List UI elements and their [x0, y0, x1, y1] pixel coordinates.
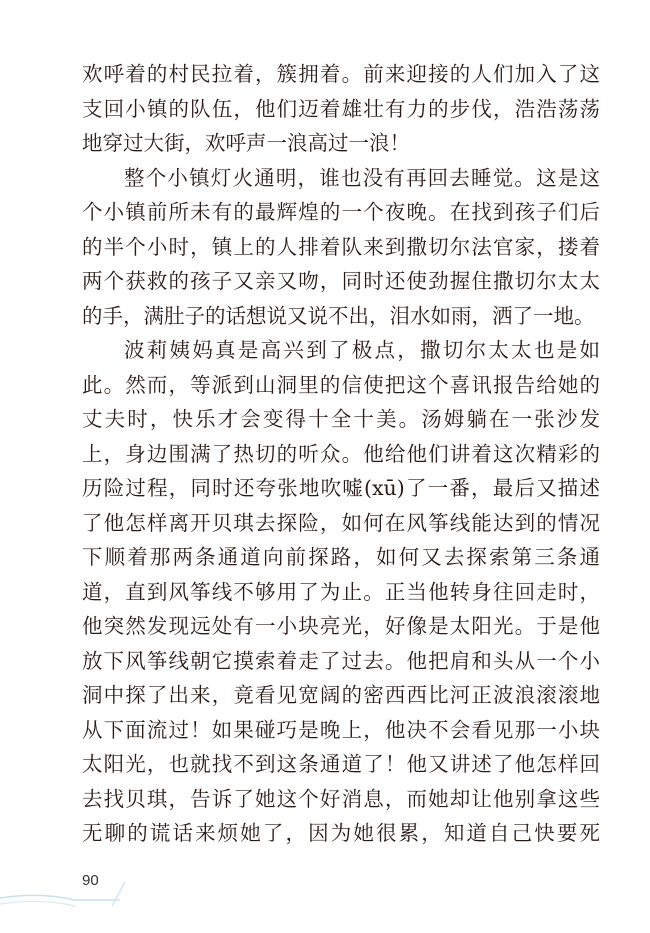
document-body	[82, 57, 600, 851]
text-line: 个小镇前所未有的最辉煌的一个夜晚。在找到孩子们后	[82, 200, 600, 224]
page-number: 90	[82, 872, 99, 889]
text-line: 无聊的谎话来烦她了，因为她很累，知道自己快要死	[82, 821, 600, 845]
text-line: 历险过程，同时还夸张地吹嘘(xū)了一番，最后又描述	[82, 476, 600, 500]
text-line: 支回小镇的队伍，他们迈着雄壮有力的步伐，浩浩荡荡	[82, 96, 600, 121]
text-line: 洞中探了出来，竟看见宽阔的密西西比河正波浪滚滚地	[82, 683, 600, 707]
text-line: 他突然发现远处有一小块亮光，好像是太阳光。于是他	[82, 614, 600, 638]
text-line: 整个小镇灯火通明，谁也没有再回去睡觉。这是这	[124, 165, 600, 190]
text-line: 了他怎样离开贝琪去探险，如何在风筝线能达到的情况	[82, 510, 600, 535]
text-line: 两个获救的孩子又亲又吻，同时还使劲握住撒切尔太太	[82, 269, 600, 293]
text-line: 太阳光，也就找不到这条通道了！他又讲述了他怎样回	[82, 752, 600, 776]
page-corner-decoration	[0, 870, 160, 920]
text-line: 此。然而，等派到山洞里的信使把这个喜讯报告给她的	[82, 372, 600, 397]
text-line: 去找贝琪，告诉了她这个好消息，而她却让他别拿这些	[82, 786, 600, 811]
text-line: 道，直到风筝线不够用了为止。正当他转身往回走时，	[82, 579, 600, 604]
text-line: 从下面流过！如果碰巧是晚上，他决不会看见那一小块	[82, 717, 600, 742]
text-line: 的半个小时，镇上的人排着队来到撒切尔法官家，搂着	[82, 234, 600, 259]
text-line: 地穿过大街，欢呼声一浪高过一浪！	[82, 131, 410, 155]
text-line: 的手，满肚子的话想说又说不出，泪水如雨，洒了一地。	[82, 303, 595, 328]
text-line: 下顺着那两条通道向前探路，如何又去探索第三条通	[82, 545, 600, 569]
text-line: 欢呼着的村民拉着，簇拥着。前来迎接的人们加入了这	[82, 62, 600, 86]
text-line: 上，身边围满了热切的听众。他给他们讲着这次精彩的	[82, 441, 600, 466]
text-line: 丈夫时，快乐才会变得十全十美。汤姆躺在一张沙发	[82, 407, 600, 431]
text-line: 放下风筝线朝它摸索着走了过去。他把肩和头从一个小	[82, 648, 600, 673]
text-line: 波莉姨妈真是高兴到了极点，撒切尔太太也是如	[124, 338, 600, 362]
